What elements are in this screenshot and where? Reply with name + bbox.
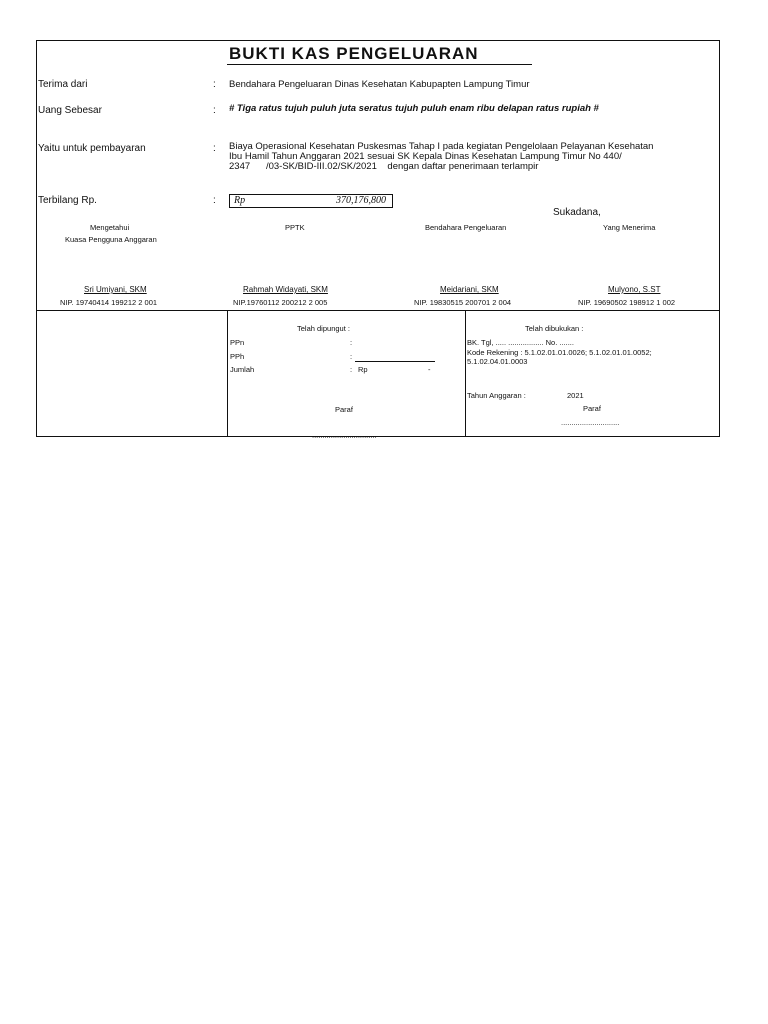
sig-1-role: Mengetahui: [90, 223, 130, 232]
terbilang-label: Terbilang Rp.: [38, 195, 97, 206]
pungut-heading: Telah dipungut :: [297, 324, 350, 333]
terbilang-rp: Rp: [234, 195, 246, 206]
uang-sebesar-sep: :: [213, 105, 216, 116]
sig-1-name: Sri Umiyani, SKM: [84, 285, 147, 294]
pph-sep: :: [350, 352, 353, 361]
yaitu-line-3: 2347 /03-SK/BID-III.02/SK/2021 dengan daftar penerimaan terlampir: [229, 161, 539, 172]
terima-dari-label: Terima dari: [38, 79, 88, 90]
ppn-sep: :: [350, 338, 353, 347]
terima-dari-sep: :: [213, 79, 216, 90]
jumlah-value: -: [428, 365, 431, 374]
column-divider-left: [227, 310, 228, 436]
tahun-anggaran-label: Tahun Anggaran :: [467, 391, 526, 400]
yaitu-sep: :: [213, 143, 216, 154]
kode-rekening-line-2: 5.1.02.04.01.0003: [467, 357, 528, 366]
sig-3-name: Meidariani, SKM: [440, 285, 499, 294]
jumlah-sep: :: [350, 365, 353, 374]
terbilang-sep: :: [213, 195, 216, 206]
jumlah-label: Jumlah: [230, 365, 255, 374]
voucher-document: [36, 40, 720, 440]
jumlah-rp: Rp: [358, 365, 368, 374]
bukukan-paraf: Paraf: [583, 404, 601, 413]
sig-2-nip: NIP.19760112 200212 2 005: [233, 298, 328, 307]
pph-underline: [355, 361, 435, 362]
document-title: BUKTI KAS PENGELUARAN: [229, 44, 479, 63]
tahun-anggaran-value: 2021: [567, 391, 584, 400]
sig-2-role: PPTK: [285, 223, 305, 232]
yaitu-line-1: Biaya Operasional Kesehatan Puskesmas Tahap I pada kegiatan Pengelolaan Pelayanan Kesehatan: [229, 141, 654, 152]
bukukan-heading: Telah dibukukan :: [525, 324, 584, 333]
uang-sebesar-label: Uang Sebesar: [38, 105, 102, 116]
sig-4-role: Yang Menerima: [603, 223, 656, 232]
sig-4-nip: NIP. 19690502 198912 1 002: [578, 298, 676, 307]
sig-4-name: Mulyono, S.ST: [608, 285, 661, 294]
sig-2-name: Rahmah Widayati, SKM: [243, 285, 328, 294]
yaitu-label: Yaitu untuk pembayaran: [38, 143, 146, 154]
pungut-paraf-dots: ...............................: [312, 431, 377, 440]
ppn-label: PPn: [230, 338, 245, 347]
pph-label: PPh: [230, 352, 245, 361]
column-divider-right: [465, 310, 466, 436]
terbilang-amount-box: [229, 194, 393, 208]
pungut-paraf: Paraf: [335, 405, 353, 414]
sig-3-role: Bendahara Pengeluaran: [425, 223, 507, 232]
sig-1-nip: NIP. 19740414 199212 2 001: [60, 298, 158, 307]
sig-1-role2: Kuasa Pengguna Anggaran: [65, 235, 157, 244]
bk-line: BK. Tgl, ..... ................. No. .......: [467, 338, 574, 347]
terbilang-amount: 370,176,800: [336, 195, 386, 206]
kode-rekening-line-1: Kode Rekening : 5.1.02.01.01.0026; 5.1.02.01.01.0052;: [467, 348, 652, 357]
yaitu-line-2: Ibu Hamil Tahun Anggaran 2021 sesuai SK Kepala Dinas Kesehatan Lampung Timur No 440/: [229, 151, 622, 162]
uang-sebesar-value: # Tiga ratus tujuh puluh juta seratus tujuh puluh enam ribu delapan ratus rupiah #: [229, 103, 599, 114]
section-divider: [37, 310, 719, 311]
place-date: Sukadana,: [553, 207, 601, 218]
bukukan-paraf-dots: ............................: [561, 418, 620, 427]
title-underline: [227, 64, 532, 65]
sig-3-nip: NIP. 19830515 200701 2 004: [414, 298, 512, 307]
terima-dari-value: Bendahara Pengeluaran Dinas Kesehatan Kabupapten Lampung Timur: [229, 79, 530, 90]
